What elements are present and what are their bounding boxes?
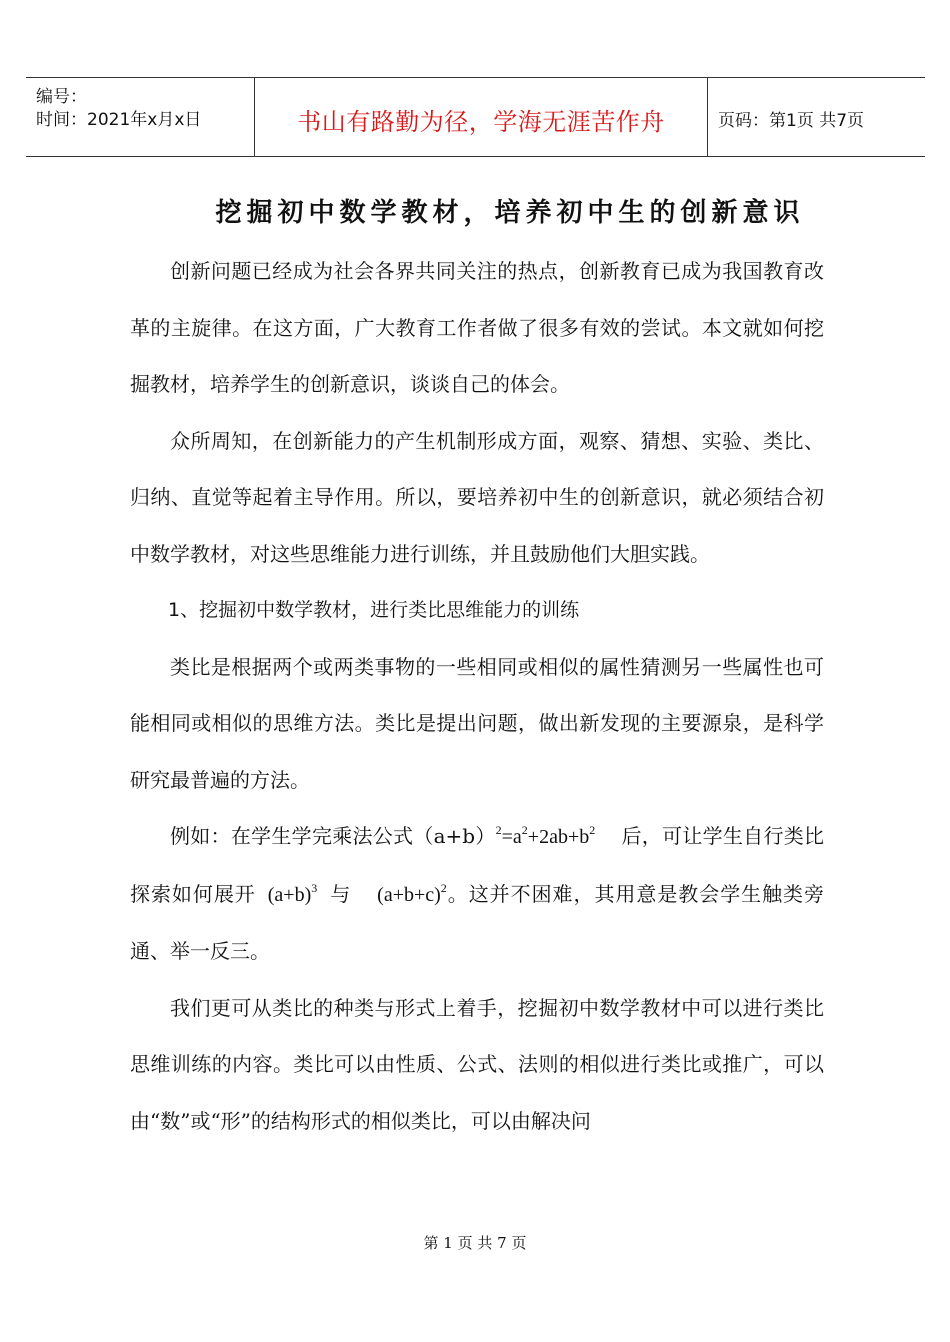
exponent-3: 2 [589,823,596,837]
paragraph-intro: 创新问题已经成为社会各界共同关注的热点，创新教育已成为我国教育改革的主旋律。在这方面，广大教育工作者做了很多有效的尝试。本文就如何挖掘教材，培养学生的创新意识，谈谈自己的体会。 [130,259,824,396]
exponent-5: 2 [440,880,447,895]
example-text-4: 。这并不困难，其用意是教会学生触类旁通、举一反三。 [130,881,825,963]
header-page-cell [708,78,925,156]
document-header [26,77,925,157]
header-motto: 书山有路勤为径，学海无涯苦作舟 [297,108,665,136]
exponent-1: 2 [495,823,502,837]
paragraph-example [130,808,824,980]
paragraph-innovation: 众所周知，在创新能力的产生机制形成方面，观察、猜想、实验、类比、归纳、直觉等起着主导作用。所以，要培养初中生的创新意识，就必须结合初中数学教材，对这些思维能力进行训练，并且鼓励他们大胆实践。 [130,428,824,566]
document-time: 时间：2021年x月x日 [36,110,202,130]
page-footer: 第 1 页 共 7 页 [423,1234,527,1252]
document-number-label: 编号： [36,87,87,107]
formula-text-2: +2ab+b [527,826,590,848]
exponent-2: 2 [521,823,528,837]
example-text-3: 与 [329,881,352,906]
document-title: 挖掘初中数学教材，培养初中生的创新意识 [215,198,805,228]
exponent-4: 3 [311,880,318,895]
paragraph-analogy-definition: 类比是根据两个或两类事物的一些相同或相似的属性猜测另一些属性也可能相同或相似的思维方法。类比是提出问题，做出新发现的主要源泉，是科学研究最普遍的方法。 [130,654,824,792]
formula-text-1: =a [501,826,522,848]
header-motto-cell [255,78,708,156]
paragraph-analogy-forms: 我们更可从类比的种类与形式上着手，挖掘初中数学教材中可以进行类比思维训练的内容。类比可以由性质、公式、法则的相似进行类比或推广，可以由“数”或“形”的结构形式的相似类比，可以由解决问 [130,995,824,1133]
example-text-2: 后，可让学生自行类比探索如何展开 [130,824,825,906]
section-heading-1: 1、挖掘初中数学教材，进行类比思维能力的训练 [168,599,580,621]
example-text-1: 例如：在学生学完乘法公式（a+b） [170,824,496,848]
formula-cube: (a+b) [267,883,312,906]
document-body [130,243,824,1149]
header-page-info: 页码：第1页 共7页 [718,111,865,131]
formula-trinomial: (a+b+c) [377,883,441,906]
header-meta-cell [26,78,255,156]
